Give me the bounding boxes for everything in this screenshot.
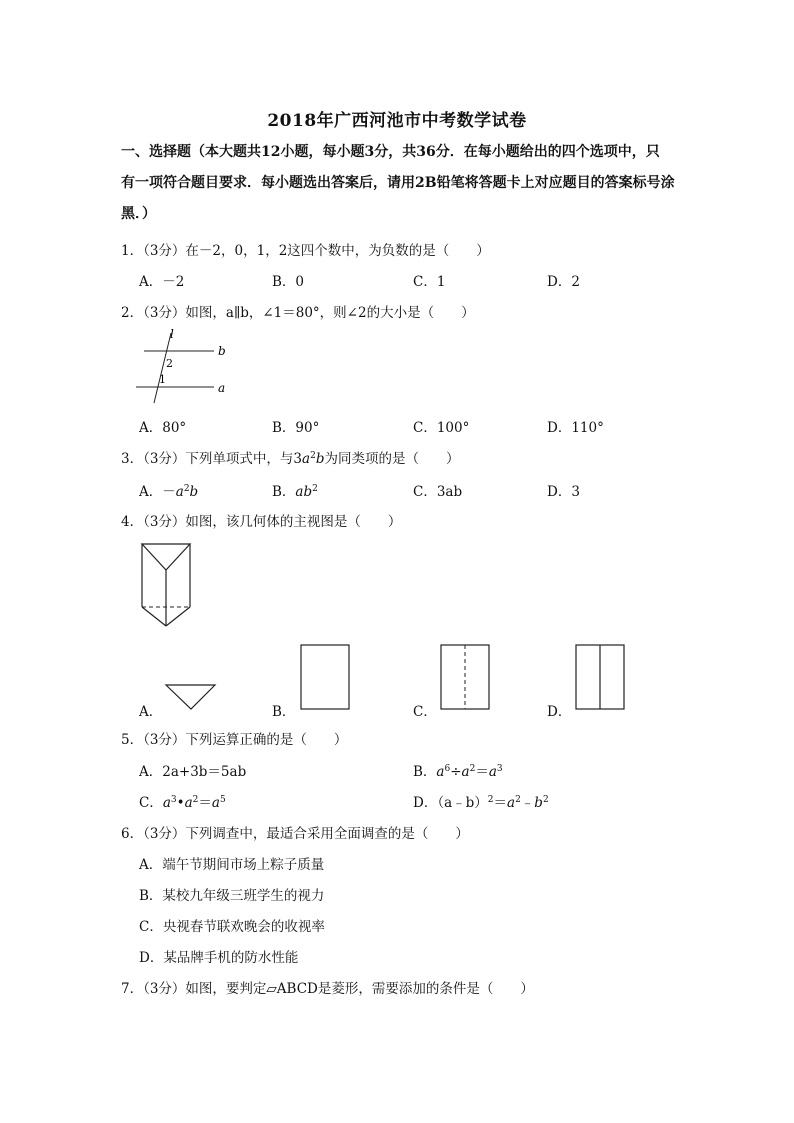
section-heading-line3: 黑．） [121, 206, 156, 222]
question-6-stem: 6．（3分）下列调查中，最适合采用全面调查的是（ ） [121, 826, 469, 842]
q2-option-b: B．90° [272, 420, 320, 436]
label-b: b [218, 344, 226, 358]
q4-option-a: A． [139, 704, 163, 720]
page-title: 2018年广西河池市中考数学试卷 [267, 111, 527, 131]
q4-option-d: D． [547, 704, 572, 720]
section-heading-line2: 有一项符合题目要求．每小题选出答案后，请用2B铅笔将答题卡上对应题目的答案标号涂 [121, 175, 675, 191]
q3-option-a: A．$-a^2b$ [139, 484, 199, 500]
q6-option-c: C．央视春节联欢晚会的收视率 [139, 919, 325, 935]
q6-option-b: B．某校九年级三班学生的视力 [139, 888, 325, 904]
q6-option-a: A．端午节期间市场上粽子质量 [139, 857, 325, 873]
q3-option-d: D．3 [547, 484, 580, 500]
q4-option-b: B． [272, 704, 296, 720]
label-angle-2: 2 [166, 357, 173, 370]
label-a: a [218, 381, 226, 395]
label-angle-1: 1 [159, 373, 166, 386]
q6-option-d: D．某品牌手机的防水性能 [139, 950, 299, 966]
question-3-stem: 3．（3分）下列单项式中，与$3a^2b$为同类项的是（ ） [121, 451, 460, 467]
q4-triangular-prism-figure [138, 540, 198, 630]
q2-option-c: C．100° [413, 420, 470, 436]
section-heading-line1: 一、选择题（本大题共12小题，每小题3分，共36分．在每小题给出的四个选项中，只 [121, 144, 660, 160]
question-5-stem: 5．（3分）下列运算正确的是（ ） [121, 732, 348, 748]
q3-option-c: C．3ab [413, 484, 463, 500]
label-l: l [170, 327, 174, 341]
q1-option-d: D．2 [547, 274, 580, 290]
q4-option-c-dashed-view [440, 644, 492, 712]
q1-option-c: C．1 [413, 274, 446, 290]
q4-option-b-rectangle-view [300, 644, 352, 712]
q4-option-c: C． [413, 704, 437, 720]
q3-option-b: B．$ab^2$ [272, 484, 318, 500]
q4-option-d-solid-view [575, 644, 627, 712]
q5-option-b: B．$a^6\div a^2=a^3$ [413, 764, 503, 780]
question-7-stem: 7．（3分）如图，要判定▱ABCD是菱形，需要添加的条件是（ ） [121, 981, 534, 997]
q2-option-d: D．110° [547, 420, 604, 436]
q5-option-c: C．$a^3•a^2=a^5$ [139, 795, 226, 811]
q2-option-a: A．80° [139, 420, 187, 436]
question-4-stem: 4．（3分）如图，该几何体的主视图是（ ） [121, 514, 402, 530]
q5-option-d: D．$(a﹣b)^2=a^2﹣b^2$ [413, 795, 549, 811]
question-1-stem: 1．（3分）在－2，0，1，2这四个数中，为负数的是（ ） [121, 243, 490, 259]
q5-option-a: A．2a+3b＝5ab [139, 764, 247, 780]
question-2-stem: 2．（3分）如图，a∥b，∠1＝80°，则∠2的大小是（ ） [121, 305, 475, 321]
q1-option-b: B．0 [272, 274, 305, 290]
q1-option-a: A．－2 [139, 274, 185, 290]
q4-option-a-triangle-view [164, 683, 218, 713]
q2-parallel-lines-figure [130, 325, 240, 405]
